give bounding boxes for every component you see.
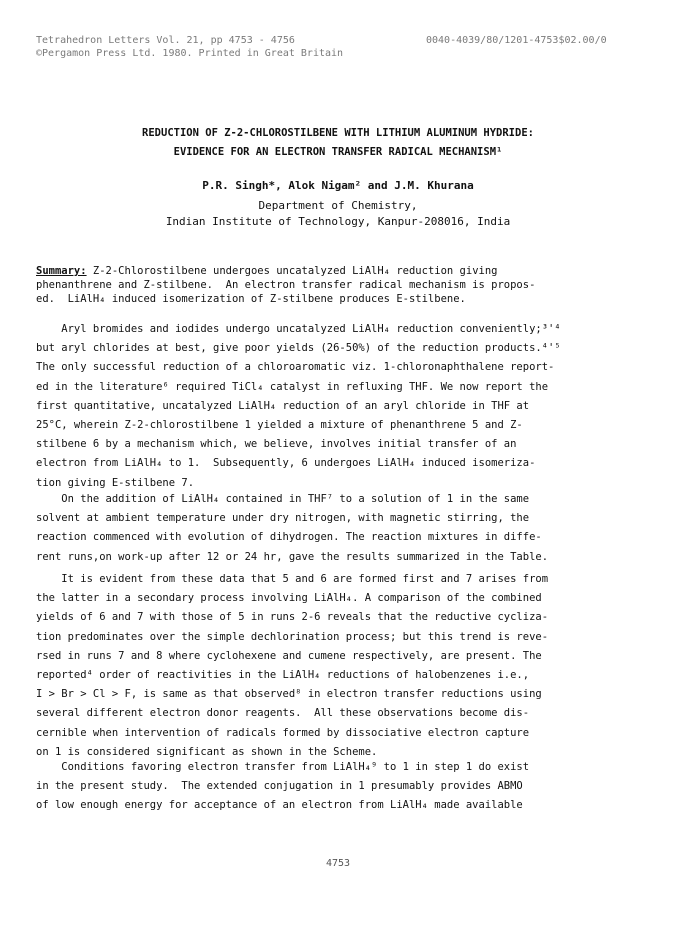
paragraph-3 <box>36 570 644 762</box>
page-number: 4753 <box>325 858 351 869</box>
summary-text: Z-2-Chlorostilbene undergoes uncatalyzed LiAlH₄ reduction giving <box>86 265 498 277</box>
text-line: stilbene 6 by a mechanism which, we believe, involves initial transfer of an <box>36 438 517 451</box>
author-names: P.R. Singh*, Alok Nigam² and J.M. Khurana <box>202 179 474 192</box>
summary-heading: Summary: <box>36 265 87 277</box>
text-line: rsed in runs 7 and 8 where cyclohexene and cumene respectively, are present. The <box>36 649 542 662</box>
text-line: first quantitative, uncatalyzed LiAlH₄ reduction of an aryl chloride in THF at <box>36 399 530 412</box>
text-line: Conditions favoring electron transfer from LiAlH₄⁹ to 1 in step 1 do exist <box>36 761 530 773</box>
text-line: It is evident from these data that 5 and 6 are formed first and 7 arises from <box>36 573 549 585</box>
paper-title <box>0 124 676 162</box>
institution: Indian Institute of Technology, Kanpur-208016, India <box>165 215 511 228</box>
summary-line: ed. LiAlH₄ induced isomerization of Z-stilbene produces E-stilbene. <box>36 293 466 305</box>
text-line: reaction commenced with evolution of dihydrogen. The reaction mixtures in diffe- <box>36 531 542 544</box>
text-line: The only successful reduction of a chloroaromatic viz. 1-chloronaphthalene report- <box>36 361 555 374</box>
text-line: reported⁴ order of reactivities in the LiAlH₄ reductions of halobenzenes i.e., <box>36 669 530 682</box>
text-line: several different electron donor reagents. All these observations become dis- <box>36 707 530 720</box>
text-line: of low enough energy for acceptance of an electron from LiAlH₄ made available <box>36 799 523 812</box>
paragraph-1 <box>36 320 644 493</box>
copyright-line: ©Pergamon Press Ltd. 1980. Printed in Great Britain <box>36 48 344 59</box>
text-line: Aryl bromides and iodides undergo uncatalyzed LiAlH₄ reduction conveniently;³'⁴ <box>36 323 561 335</box>
text-line: tion giving E-stilbene 7. <box>36 476 195 489</box>
text-line: I > Br > Cl > F, is same as that observed⁸ in electron transfer reductions using <box>36 688 542 701</box>
text-line: but aryl chlorides at best, give poor yields (26-50%) of the reduction products.⁴'⁵ <box>36 342 561 355</box>
paragraph-2 <box>36 490 644 567</box>
text-line: solvent at ambient temperature under dry nitrogen, with magnetic stirring, the <box>36 512 530 525</box>
department: Department of Chemistry, <box>258 199 418 212</box>
article-code-text: 0040-4039/80/1201-4753$02.00/0 <box>426 35 607 46</box>
article-code <box>426 34 607 47</box>
citation-line: Tetrahedron Letters Vol. 21, pp 4753 - 4756 <box>36 35 295 46</box>
text-line: tion predominates over the simple dechlorination process; but this trend is reve- <box>36 630 549 643</box>
title-line: EVIDENCE FOR AN ELECTRON TRANSFER RADICAL MECHANISM¹ <box>173 146 503 158</box>
summary-line: phenanthrene and Z-stilbene. An electron transfer radical mechanism is propos- <box>36 279 536 291</box>
text-line: 25°C, wherein Z-2-chlorostilbene 1 yielded a mixture of phenanthrene 5 and Z- <box>36 419 523 432</box>
text-line: ed in the literature⁶ required TiCl₄ catalyst in refluxing THF. We now report the <box>36 380 549 393</box>
author-block <box>0 178 676 230</box>
text-line: in the present study. The extended conjugation in 1 presumably provides ABMO <box>36 780 523 793</box>
text-line: the latter in a secondary process involving LiAlH₄. A comparison of the combined <box>36 592 542 605</box>
text-line: rent runs,on work-up after 12 or 24 hr, gave the results summarized in the Table. <box>36 550 549 563</box>
summary-block <box>36 264 644 306</box>
text-line: electron from LiAlH₄ to 1. Subsequently, 6 undergoes LiAlH₄ induced isomeriza- <box>36 457 536 470</box>
journal-citation <box>36 34 343 60</box>
text-line: cernible when intervention of radicals formed by dissociative electron capture <box>36 726 530 739</box>
text-line: on 1 is considered significant as shown in the Scheme. <box>36 745 378 758</box>
text-line: yields of 6 and 7 with those of 5 in runs 2-6 reveals that the reductive cycliza- <box>36 611 549 624</box>
paragraph-4 <box>36 758 644 816</box>
title-line: REDUCTION OF Z-2-CHLOROSTILBENE WITH LITHIUM ALUMINUM HYDRIDE: <box>142 127 534 139</box>
text-line: On the addition of LiAlH₄ contained in THF⁷ to a solution of 1 in the same <box>36 493 530 505</box>
summary-line <box>36 264 644 278</box>
